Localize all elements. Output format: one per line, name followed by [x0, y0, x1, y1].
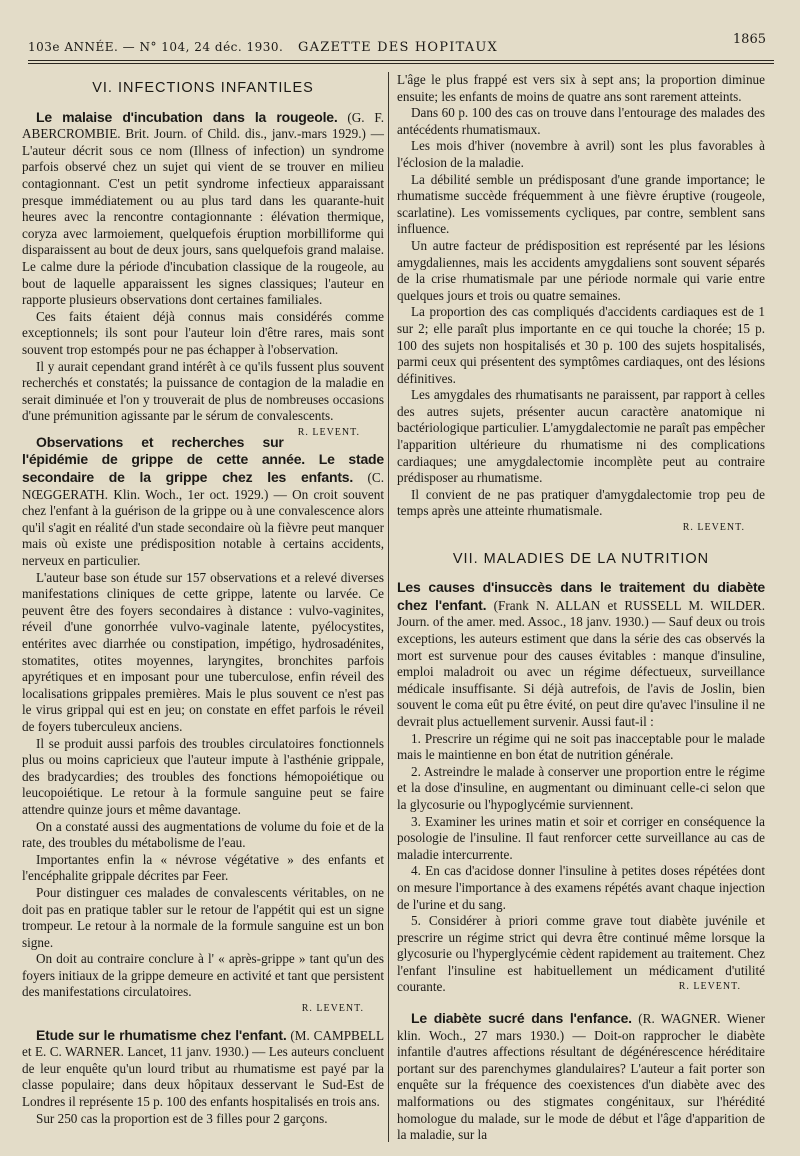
- article-paragraph: Un autre facteur de prédisposition est représenté par les lésions amygdaliennes, mais les accidents amygdaliens sont souvent séparés de la crise rhumatismale par une période normale qui varie entre quelques jours et trois ou quatre semaines.: [397, 237, 765, 303]
- left-column: [22, 72, 384, 1127]
- header-rule-thin: [28, 63, 774, 64]
- article-reference: (G. F. ABERCROMBIE. Brit. Journ. of Child. dis., janv.-mars 1929.) —: [22, 109, 384, 142]
- article-paragraph: Il se produit aussi parfois des troubles circulatoires fonctionnels plus ou moins capricieux que l'auteur impute à l'asthénie grippale, des bradycardies; des troubles des fonctions hémopoiétique ou leucopoiétique. Le retour à la formule sanguine peut se faire attendre quinze jours et même davantage.: [22, 735, 384, 817]
- page-header: [22, 30, 774, 64]
- article-paragraph: On a constaté aussi des augmentations de volume du foie et de la rate, des troubles du métabolisme de l'eau.: [22, 818, 384, 851]
- journal-title: GAZETTE DES HOPITAUX: [298, 40, 498, 55]
- list-item: [397, 913, 765, 996]
- author-signature: R. LEVENT.: [682, 522, 745, 534]
- issue-info: 103e ANNÉE. — N° 104, 24 déc. 1930.: [28, 40, 284, 54]
- list-item: 3. Examiner les urines matin et soir et corriger en conséquence la posologie de l'insuline. Il faut renforcer cette surveillance au cas de maladie intercurrente.: [397, 813, 765, 862]
- section-title-nutrition: VII. MALADIES DE LA NUTRITION: [452, 550, 710, 567]
- author-signature: R. LEVENT.: [297, 426, 360, 438]
- article-paragraph: La proportion des cas compliqués d'accidents cardiaques est de 1 sur 2; elle paraît plus importante en ce qui touche la chorée; 15 p. 100 des sujets non hospitalisés et 30 p. 100 des sujets hospitalisés, parmi ceux qui présentent des symptômes cardiaques, ont des lésions définitives.: [397, 304, 765, 386]
- article-reference: (M. CAMPBELL et E. C. WARNER. Lancet, 11 janv. 1930.) —: [22, 1027, 385, 1060]
- article-paragraph: L'auteur base son étude sur 157 observations et a relevé diverses manifestations cliniques de cette grippe, latente ou larvée. Ce peuvent être des foyers secondaires à distance : vulvo-vaginites, réveil d'une gonorrhée vulvo-vaginale latente, pyélocystites, entérites avec diarrhée ou constipation, impétigo, hydrosadénites, stomatites, otites moyennes, laryngites, bronchites parfois apyrétiques et en imposant pour une tuberculose, enfin réveil des localisations grippales premières. Mais le plus souvent ce n'est pas le virus grippal qui est en jeu; on constate en effet parfois le réveil de foyers tuberculeux anciens.: [22, 569, 384, 734]
- list-item: 1. Prescrire un régime qui ne soit pas inacceptable pour le malade mais le maintienne en bon état de nutrition générale.: [397, 730, 765, 763]
- article-paragraph: [22, 358, 384, 438]
- article-paragraph: On croit souvent chez l'enfant à la guérison de la grippe ou à une convalescence alors qu'il s'agit en réalité d'un stade secondaire où la fièvre peut manquer mais où existe une prédisposition notable à certains accidents, nerveux en particulier.: [22, 486, 385, 569]
- article-paragraph: L'auteur décrit sous ce nom (Illness of infection) un syndrome parfois observé chez un sujet qui vient de se trouver en milieu contagionnant. C'est un petit syndrome infectieux apparaissant presque immédiatement ou au plus tard dans les quarante-huit heures avec la rencontre contagionnante : élévation thermique, coryza avec larmoiement, quelquefois éruption morbilliforme qui disparaissent au bout de deux jours, sans quelquefois grand malaise. Le calme dure la période d'incubation classique de la rougeole, au bout de laquelle apparaissent les signes classiques; l'auteur en rapporte plusieurs observations dont certaines familiales.: [22, 142, 384, 308]
- article-paragraph: La débilité semble un prédisposant d'une grande importance; le rhumatisme succède fréquemment à une fièvre éruptive (rougeole, scarlatine). Les vomissements cycliques, par contre, semblent sans influence.: [397, 171, 765, 237]
- article-title: Les causes d'insuccès dans le traitement du diabète chez l'enfant.: [397, 579, 765, 613]
- list-item: 2. Astreindre le malade à conserver une proportion entre le régime et la dose d'insuline, en augmentant ou diminuant celle-ci selon que la glycosurie ou l'hypoglycémie surviennent.: [397, 763, 765, 812]
- article-paragraph: L'âge le plus frappé est vers six à sept ans; la proportion diminue ensuite; les enfants de moins de quatre ans sont rarement atteints.: [397, 72, 765, 104]
- article-rougeole: [22, 109, 384, 309]
- section-title-infections: VI. INFECTIONS INFANTILES: [92, 80, 314, 96]
- article-diabete-traitement: [397, 579, 765, 730]
- article-paragraph: Pour distinguer ces malades de convalescents véritables, on ne doit pas en pratique tabler sur le retour de l'appétit qui est un signe trompeur. Le retour à la normale de la formule sanguine est un bon signe.: [22, 884, 384, 950]
- article-paragraph: Il convient de ne pas pratiquer d'amygdalectomie trop peu de temps après une atteinte rhumatismale.: [397, 486, 765, 519]
- article-title: Etude sur le rhumatisme chez l'enfant.: [36, 1026, 287, 1043]
- article-paragraph: Importantes enfin la « névrose végétative » des enfants et l'encéphalite grippale décrites par Feer.: [22, 851, 384, 884]
- article-paragraph: Dans 60 p. 100 des cas on trouve dans l'entourage des malades des antécédents rhumatismaux.: [397, 105, 765, 137]
- right-column: [397, 72, 765, 1144]
- article-reference: (R. WAGNER. Wiener klin. Woch., 27 mars 1930.) —: [397, 1011, 765, 1043]
- author-signature: R. LEVENT.: [678, 981, 741, 993]
- article-paragraph: Sur 250 cas la proportion est de 3 filles pour 2 garçons.: [36, 1110, 328, 1126]
- article-paragraph: Doit-on rapprocher le diabète infantile d'autres affections résultant de dégénérescence héréditaire portant sur des parenchymes glandulaires? L'auteur a fait porter son enquête sur la fréquence des coexistences d'un diabète avec des malformations ou des stigmates congénitaux, sur l'hérédité homologue du malade, sur le mode de début et l'âge d'apparition de la maladie, sur la: [397, 1027, 766, 1143]
- article-reference: (C. NŒGGERATH. Klin. Woch., 1er oct. 1929.) —: [22, 470, 384, 502]
- article-title: Le diabète sucré dans l'enfance.: [411, 1010, 632, 1027]
- page-number: 1865: [732, 32, 766, 47]
- article-paragraph: Les auteurs concluent de leur enquête qu'un lourd tribut au rhumatisme est payé par la classe populaire; dans deux hôpitaux desservant le Sud-Est de Londres il représente 15 p. 100 des enfants hospitalisés en trois ans.: [22, 1044, 384, 1110]
- header-rule: [28, 60, 774, 61]
- article-paragraph: Les amygdales des rhumatisants ne paraissent, par rapport à celles des autres sujets, présenter aucun caractère anatomique ni bactériologique particulier. L'amygdalectomie ne paraît pas empêcher l'apparition ultérieure du rhumatisme ni des complications cardiaques; une amygdalectomie incomplète peut au contraire prédisposer au rhumatisme.: [397, 387, 765, 486]
- article-paragraph: On doit au contraire conclure à l' « après-grippe » tant qu'un des foyers initiaux de la grippe demeure en activité et tant que persistent des manifestations circulatoires.: [22, 951, 384, 1000]
- article-title: Le malaise d'incubation dans la rougeole.: [36, 108, 338, 125]
- article-paragraph: Ces faits étaient déjà connus mais considérés comme exceptionnels; ils sont pour l'auteur loin d'être rares, mais sont souvent trop estompés pour ne pas échapper à l'observation.: [22, 308, 384, 357]
- article-diabete-enfance: [397, 1010, 765, 1144]
- column-divider: [388, 72, 389, 1142]
- list-item: 4. En cas d'acidose donner l'insuline à petites doses répétées dont on mesure l'importance à des examens répétés avant chaque injection de l'urine et du sang.: [397, 863, 765, 912]
- article-reference: (Frank N. ALLAN et RUSSELL M. WILDER. Journ. of the amer. med. Assoc., 18 janv. 1930.) —: [397, 597, 765, 630]
- article-rhumatisme: [22, 1027, 384, 1111]
- article-paragraph: Les mois d'hiver (novembre à avril) sont les plus favorables à l'éclosion de la maladie.: [397, 138, 765, 170]
- list-item-text: 5. Considérer à priori comme grave tout diabète juvénile et prescrire un régime strict qui devra être continué même lorsque la glycosurie ou l'hyperglycémie cèdent rapidement au traitement. Chez l'enfant l'insuline est habituellement un médicament d'utilité courante.: [397, 913, 765, 995]
- article-grippe: [22, 434, 384, 570]
- article-title: Observations et recherches sur l'épidémie de grippe de cette année. Le stade secondaire de la grippe chez les enfants.: [22, 433, 384, 486]
- paragraph-text: Il y aurait cependant grand intérêt à ce qu'ils fussent plus souvent recherchés et constatés; la puissance de contagion de la maladie en serait diminuée et l'on y trouverait de plus de nombreuses occasions d'une prémunition agissante par le sérum de convalescents.: [22, 358, 384, 424]
- author-signature: R. LEVENT.: [301, 1003, 364, 1015]
- article-paragraph: Sauf deux ou trois exceptions, les auteurs estiment que dans la série des cas observés la mort est survenue pour des causes évitables : manque d'insuline, emploi maladroit ou avec un régime défectueux, surveillance médicale insuffisante. Si déjà autrefois, de l'avis de Joslin, bien souvent le coma eût pu être évité, on peut dire qu'avec l'insuline il ne devrait plus actuellement survenir. Aussi faut-il :: [397, 614, 765, 729]
